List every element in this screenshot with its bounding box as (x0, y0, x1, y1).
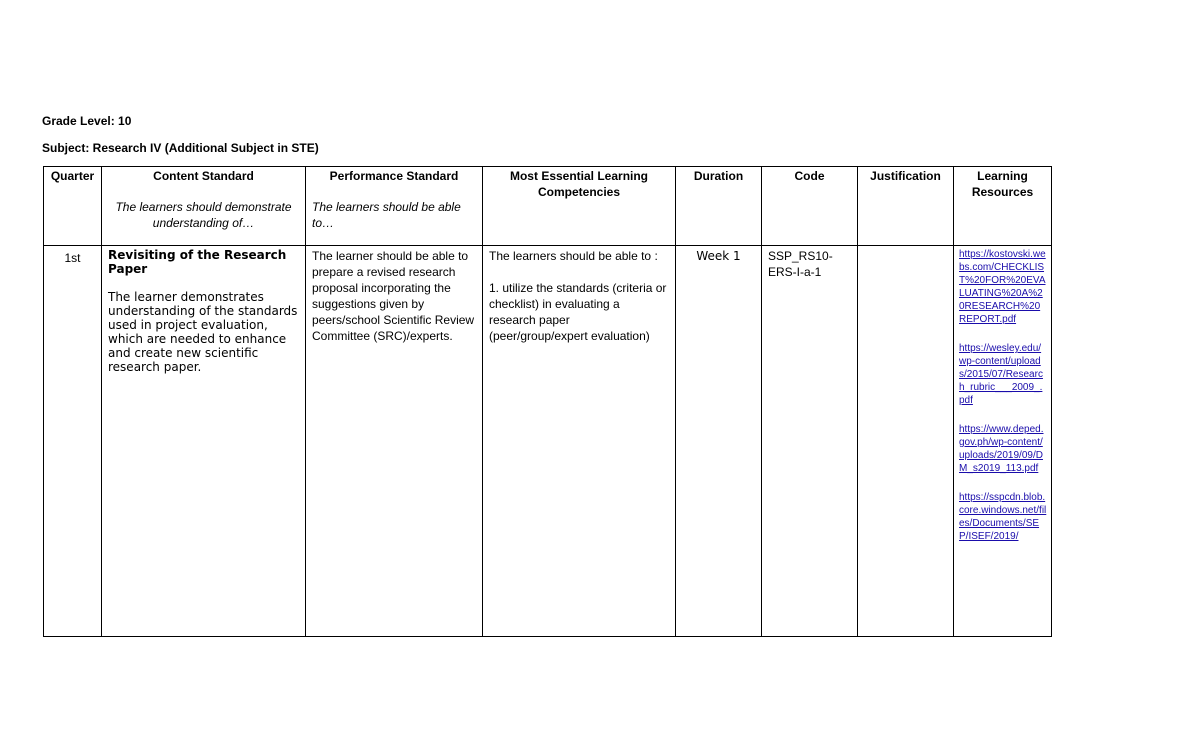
melc-cell (483, 246, 676, 637)
header-code: Code (762, 167, 858, 246)
duration-cell: Week 1 (676, 246, 762, 637)
table-row (44, 246, 1052, 637)
content-standard-subtitle: The learners should demonstrate understanding of… (115, 200, 292, 230)
header-row (44, 167, 1052, 246)
grade-level: Grade Level: 10 (42, 114, 132, 128)
header-duration: Duration (676, 167, 762, 246)
justification-cell (858, 246, 954, 637)
quarter-cell: 1st (44, 246, 102, 637)
melc-intro: The learners should be able to : (489, 249, 658, 263)
content-title: Revisiting of the Research Paper (108, 248, 287, 276)
content-standard-cell (102, 246, 306, 637)
learning-resources-cell (954, 246, 1052, 637)
code-cell: SSP_RS10-ERS-I-a-1 (762, 246, 858, 637)
performance-standard-subtitle: The learners should be able to… (312, 200, 461, 230)
header-performance-standard: Performance Standard The learners should be able to… (306, 167, 483, 246)
resource-link[interactable]: https://wesley.edu/wp-content/uploads/2015/07/Research_rubric___2009_.pdf (959, 343, 1043, 406)
content-body: The learner demonstrates understanding of the standards used in project evaluation, which are needed to enhance and create new scientific research paper. (108, 290, 298, 374)
performance-standard-cell: The learner should be able to prepare a revised research proposal incorporating the suggestions given by peers/school Scientific Review Committee (SRC)/experts. (306, 246, 483, 637)
header-content-standard: Content Standard The learners should demonstrate understanding of… (102, 167, 306, 246)
header-learning-resources: Learning Resources (954, 167, 1052, 246)
header-melc: Most Essential Learning Competencies (483, 167, 676, 246)
resource-link[interactable]: https://www.deped.gov.ph/wp-content/uploads/2019/09/DM_s2019_113.pdf (959, 424, 1044, 474)
curriculum-table (43, 166, 1052, 637)
header-justification: Justification (858, 167, 954, 246)
melc-item: 1. utilize the standards (criteria or checklist) in evaluating a research paper (peer/group/expert evaluation) (489, 281, 667, 343)
resource-link[interactable]: https://sspcdn.blob.core.windows.net/files/Documents/SEP/ISEF/2019/ (959, 492, 1047, 542)
resource-link[interactable]: https://kostovski.webs.com/CHECKLIST%20FOR%20EVALUATING%20A%20RESEARCH%20REPORT.pdf (959, 249, 1046, 325)
subject-line: Subject: Research IV (Additional Subject in STE) (42, 141, 319, 155)
header-quarter: Quarter (44, 167, 102, 246)
